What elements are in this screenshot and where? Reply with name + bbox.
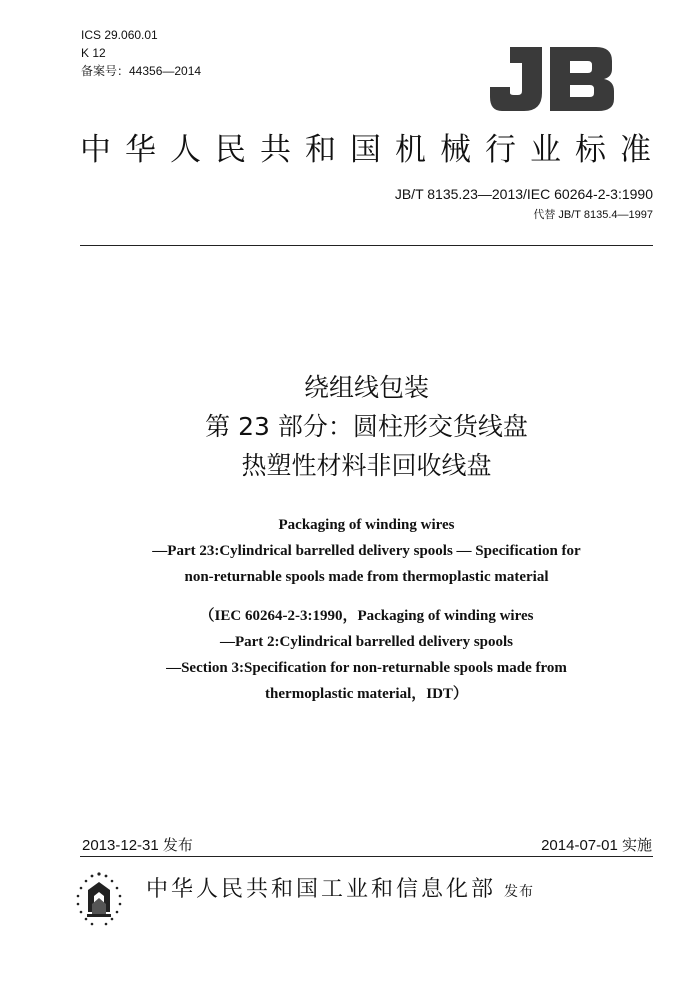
issue-date: 2013-12-31 发布	[82, 837, 193, 854]
ministry-emblem-icon	[70, 864, 128, 934]
english-title-line-1: Packaging of winding wires	[278, 517, 455, 533]
issuing-authority	[146, 872, 534, 903]
chinese-title-line-1: 绕组线包装	[303, 373, 429, 402]
effective-date: 2014-07-01 实施	[541, 837, 652, 854]
iec-line-3: —Section 3:Specification for non-returnable spools made from	[166, 660, 567, 676]
header-divider	[80, 245, 653, 246]
chinese-title-line-3: 热塑性材料非回收线盘	[241, 451, 492, 480]
standard-number: JB/T 8135.23—2013/IEC 60264-2-3:1990	[394, 186, 653, 202]
k-code: K 12	[81, 46, 106, 60]
issuer-suffix: 发布	[504, 884, 535, 900]
classification-meta	[81, 26, 201, 80]
footer-divider	[80, 856, 653, 857]
iec-equivalence	[80, 603, 653, 707]
record-number: 备案号：44356—2014	[81, 64, 202, 78]
english-title-line-3: non-returnable spools made from thermoplastic material	[184, 569, 549, 585]
issuer-name: 中华人民共和国工业和信息化部	[146, 877, 497, 902]
standard-category-header: 中华人民共和国机械行业标准	[80, 132, 665, 168]
english-title	[80, 512, 653, 590]
ics-code: ICS 29.060.01	[81, 28, 158, 42]
english-title-line-2: —Part 23:Cylindrical barrelled delivery spools — Specification for	[152, 543, 581, 559]
jb-logo	[488, 43, 616, 115]
chinese-title	[80, 368, 653, 485]
replaces-standard: 代替 JB/T 8135.4—1997	[533, 209, 653, 221]
iec-line-4: thermoplastic material，IDT）	[265, 686, 468, 702]
chinese-title-line-2: 第 23 部分：圆柱形交货线盘	[205, 412, 528, 441]
iec-line-2: —Part 2:Cylindrical barrelled delivery spools	[219, 634, 514, 650]
iec-line-1: （IEC 60264-2-3:1990，Packaging of winding wires	[199, 608, 534, 624]
